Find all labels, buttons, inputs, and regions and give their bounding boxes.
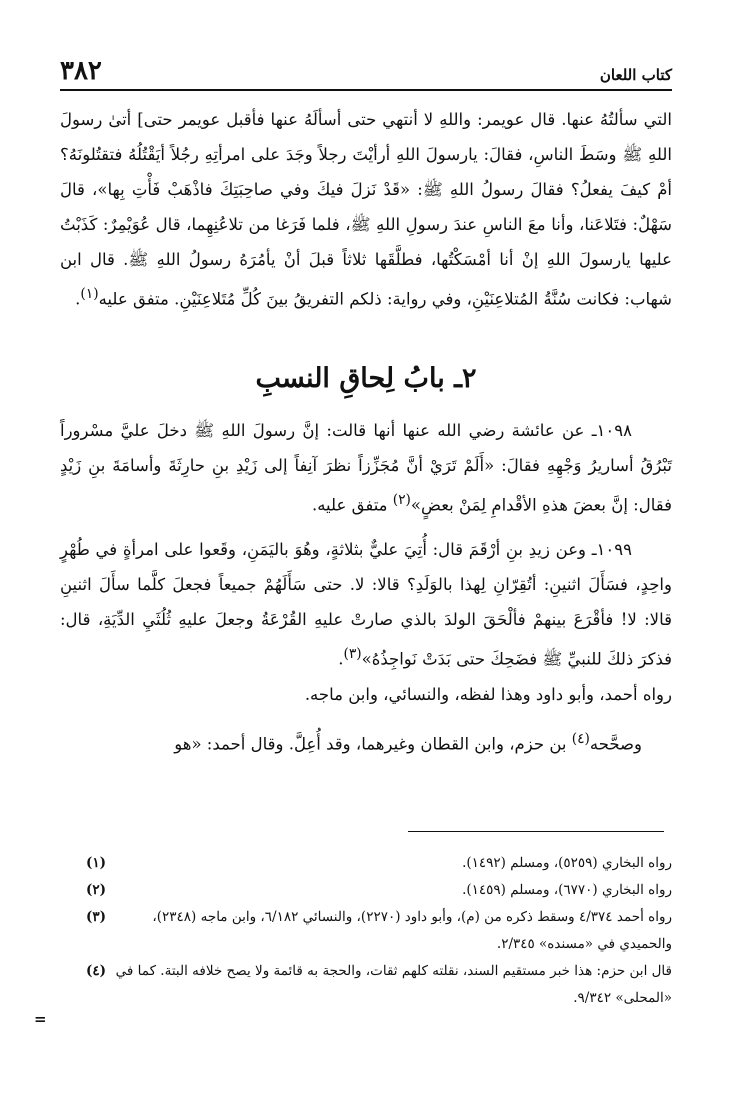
footnote-number: (١) [85, 855, 106, 871]
hadith-end: متفق عليه. [311, 495, 393, 514]
footnote-number: (٣) [85, 909, 106, 925]
paragraph-continuation [60, 102, 672, 317]
header-rule [60, 89, 672, 91]
footnote-number: (٢) [85, 882, 106, 898]
paragraph-end: . [75, 289, 81, 309]
footnote [70, 904, 672, 958]
grading-text-cont: بن حزم، وابن القطان وغيرهما، وقد أُعِلَّ. وقال أحمد: «هو [174, 734, 572, 753]
footnote-text: رواه البخاري (٦٧٧٠)، ومسلم (١٤٥٩). [462, 882, 672, 898]
section-title: ٢ـ بابُ لِحاقِ النسبِ [255, 362, 477, 394]
footnote-ref: (١) [80, 286, 99, 302]
footnote-ref: (٣) [343, 646, 362, 662]
continuation-mark: = [34, 1010, 47, 1028]
running-head [60, 50, 672, 86]
hadith-1099 [60, 532, 672, 677]
footnote [70, 958, 672, 1012]
footnote-text: رواه أحمد ٤/٣٧٤ وسقط ذكره من (م)، وأبو داود (٢٢٧٠)، والنسائي ٦/١٨٢، وابن ماجه (٢٣٤٨)، والحميدي في «مسنده» ٢/٣٤٥. [152, 909, 672, 952]
footnote-text: قال ابن حزم: هذا خبر مستقيم السند، نقلته كلهم ثقات، والحجة به قائمة ولا يصح خلافه البتة. كما في «المحلى» ٩/٣٤٢. [115, 963, 672, 1006]
hadith-text: ١٠٩٨ـ عن عائشة رضي الله عنها أنها قالت: إنَّ رسولَ اللهِ ﷺ دخلَ عليَّ مسْروراً تَبْرُقُ أساريرُ وَجْهِهِ فقالَ: «أَلَمْ تَرَيْ أنَّ مُجَزِّزاً نظرَ آنِفاً إلى زَيْدِ بنِ حارِثَةَ وأسامَةَ بنِ زَيْدٍ فقال: إنَّ بعضَ هذهِ الأقْدامِ لِمَنْ بعضٍ» [60, 420, 672, 514]
footnote-number: (٤) [85, 963, 106, 979]
footnote-rule [408, 831, 664, 832]
hadith-end: . [338, 649, 344, 669]
hadith-text: ١٠٩٩ـ وعن زيدِ بنِ أرْقَمَ قال: أُتِيَ عليٌّ بثلاثةٍ، وهُوَ باليَمَنِ، وقَعوا على امرأةٍ في طُهْرٍ واحِدٍ، فسَأَلَ اثنينِ: أتُقِرّانِ لِهذا بالوَلَدِ؟ قالا: لا. حتى سَأَلَهُمْ جميعاً فجعلَ كلَّما سأَلَ اثنينِ قالا: لا! فأقْرَعَ بينهمْ فألْحَقَ الولدَ بالذي صارتْ عليهِ القُرْعَةُ وجعلَ عليهِ ثُلُثَيِ الدِّيَةِ، قال: فذكرَ ذلكَ للنبيِّ ﷺ فضَحِكَ حتى بَدَتْ نَواجِذُهُ» [60, 540, 672, 669]
main-text [60, 102, 672, 761]
footnote [70, 877, 672, 904]
footnote-ref: (٢) [392, 491, 411, 508]
paragraph-text: التي سألتُهُ عنها. قال عويمر: واللهِ لا أنتهي حتى أسألَهُ عنها فأقبل عويمر حتى] أتىٰ رسولَ اللهِ ﷺ وسَطَ الناسِ، فقالَ: يارسولَ اللهِ أرأيْتَ رجلاً وجَدَ على امرأتِهِ رجُلاً أيَقْتُلُهُ فتقتُلونَهُ؟ أمْ كيفَ يفعلُ؟ فقالَ رسولُ اللهِ ﷺ: «قَدْ نَزلَ فيكَ وفي صاحِبَتِكَ فاذْهَبْ فَأْتِ بِها»، قالَ سَهْلٌ: فتَلاعَنا، وأنا معَ الناسِ عندَ رسولِ اللهِ ﷺ، فلما فَرَغا من تلاعُنِهِما، قال عُوَيْمِرٌ: كَذَبْتُ عليها يارسولَ اللهِ إنْ أنا أمْسَكْتُها، فطلَّقَها ثلاثاً قبلَ أنْ يأمُرَهُ رسولُ اللهِ ﷺ. قال ابن شهاب: فكانت سُنَّةُ المُتلاعِنَيْنِ، وفي رواية: ذلكم التفريقُ بينَ كُلِّ مُتَلاعِنَيْنِ. متفق عليه [60, 110, 672, 309]
footnotes [70, 850, 672, 1012]
footnote-ref: (٤) [571, 730, 590, 747]
page-number: ٣٨٢ [60, 56, 102, 86]
grading-text: وصحَّحه [589, 734, 642, 753]
hadith-1098 [60, 413, 672, 523]
narration-line: رواه أحمد، وأبو داود وهذا لفظه، والنسائي، وابن ماجه. [304, 684, 672, 704]
footnote [70, 850, 672, 877]
book-title: كتاب اللعان [599, 66, 672, 84]
grading-paragraph [60, 722, 672, 762]
footnote-text: رواه البخاري (٥٢٥٩)، ومسلم (١٤٩٢). [462, 855, 672, 871]
